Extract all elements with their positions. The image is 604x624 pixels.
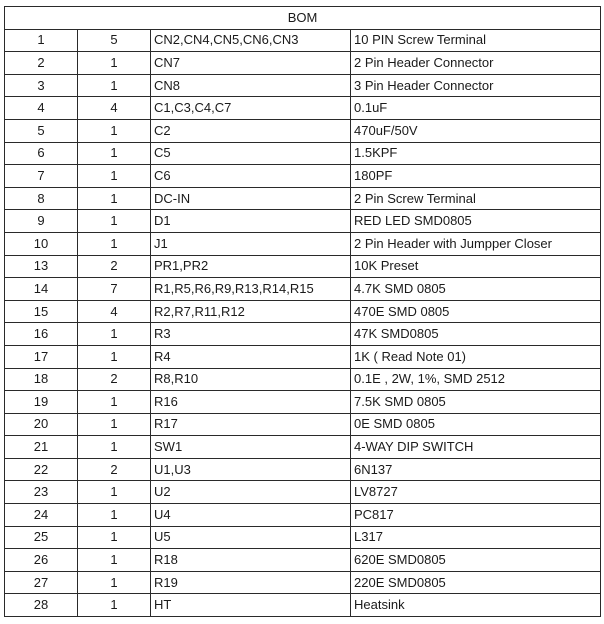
quantity-cell: 7	[78, 278, 151, 301]
description-cell: RED LED SMD0805	[351, 210, 601, 233]
item-number-cell: 20	[5, 413, 78, 436]
reference-designator-cell: R19	[151, 571, 351, 594]
item-number-cell: 23	[5, 481, 78, 504]
table-row	[5, 278, 601, 301]
item-number-cell: 9	[5, 210, 78, 233]
item-number-cell: 25	[5, 526, 78, 549]
reference-designator-cell: U1,U3	[151, 458, 351, 481]
description-cell: 1.5KPF	[351, 142, 601, 165]
item-number-cell: 28	[5, 594, 78, 617]
reference-designator-cell: R2,R7,R11,R12	[151, 300, 351, 323]
reference-designator-cell: HT	[151, 594, 351, 617]
description-cell: 3 Pin Header Connector	[351, 74, 601, 97]
bom-title-row	[5, 7, 601, 30]
item-number-cell: 10	[5, 232, 78, 255]
table-row	[5, 165, 601, 188]
description-cell: 2 Pin Header Connector	[351, 52, 601, 75]
table-row	[5, 368, 601, 391]
table-row	[5, 526, 601, 549]
item-number-cell: 14	[5, 278, 78, 301]
reference-designator-cell: R4	[151, 345, 351, 368]
quantity-cell: 1	[78, 232, 151, 255]
reference-designator-cell: R3	[151, 323, 351, 346]
quantity-cell: 1	[78, 323, 151, 346]
item-number-cell: 13	[5, 255, 78, 278]
quantity-cell: 1	[78, 526, 151, 549]
table-row	[5, 594, 601, 617]
quantity-cell: 1	[78, 74, 151, 97]
bom-document	[4, 6, 600, 617]
description-cell: LV8727	[351, 481, 601, 504]
table-row	[5, 413, 601, 436]
quantity-cell: 1	[78, 165, 151, 188]
description-cell: 620E SMD0805	[351, 549, 601, 572]
reference-designator-cell: D1	[151, 210, 351, 233]
table-row	[5, 232, 601, 255]
reference-designator-cell: PR1,PR2	[151, 255, 351, 278]
item-number-cell: 17	[5, 345, 78, 368]
item-number-cell: 16	[5, 323, 78, 346]
table-row	[5, 481, 601, 504]
item-number-cell: 26	[5, 549, 78, 572]
table-row	[5, 255, 601, 278]
item-number-cell: 4	[5, 97, 78, 120]
reference-designator-cell: R8,R10	[151, 368, 351, 391]
item-number-cell: 7	[5, 165, 78, 188]
table-row	[5, 29, 601, 52]
table-row	[5, 97, 601, 120]
bom-title: BOM	[5, 7, 601, 30]
description-cell: Heatsink	[351, 594, 601, 617]
quantity-cell: 1	[78, 210, 151, 233]
description-cell: 4.7K SMD 0805	[351, 278, 601, 301]
quantity-cell: 2	[78, 255, 151, 278]
table-row	[5, 74, 601, 97]
quantity-cell: 1	[78, 594, 151, 617]
description-cell: 2 Pin Header with Jumpper Closer	[351, 232, 601, 255]
table-row	[5, 436, 601, 459]
table-row	[5, 571, 601, 594]
table-row	[5, 210, 601, 233]
description-cell: 470uF/50V	[351, 119, 601, 142]
item-number-cell: 5	[5, 119, 78, 142]
item-number-cell: 3	[5, 74, 78, 97]
description-cell: 220E SMD0805	[351, 571, 601, 594]
description-cell: 7.5K SMD 0805	[351, 391, 601, 414]
reference-designator-cell: J1	[151, 232, 351, 255]
description-cell: PC817	[351, 504, 601, 527]
quantity-cell: 1	[78, 504, 151, 527]
description-cell: 6N137	[351, 458, 601, 481]
item-number-cell: 15	[5, 300, 78, 323]
quantity-cell: 1	[78, 119, 151, 142]
table-row	[5, 119, 601, 142]
table-row	[5, 300, 601, 323]
quantity-cell: 1	[78, 391, 151, 414]
description-cell: 470E SMD 0805	[351, 300, 601, 323]
reference-designator-cell: R1,R5,R6,R9,R13,R14,R15	[151, 278, 351, 301]
reference-designator-cell: R18	[151, 549, 351, 572]
bom-table-body	[5, 29, 601, 616]
reference-designator-cell: SW1	[151, 436, 351, 459]
item-number-cell: 18	[5, 368, 78, 391]
description-cell: 47K SMD0805	[351, 323, 601, 346]
item-number-cell: 2	[5, 52, 78, 75]
quantity-cell: 1	[78, 345, 151, 368]
quantity-cell: 1	[78, 142, 151, 165]
description-cell: 10K Preset	[351, 255, 601, 278]
reference-designator-cell: U4	[151, 504, 351, 527]
table-row	[5, 323, 601, 346]
quantity-cell: 1	[78, 52, 151, 75]
reference-designator-cell: CN8	[151, 74, 351, 97]
quantity-cell: 5	[78, 29, 151, 52]
table-row	[5, 52, 601, 75]
reference-designator-cell: C6	[151, 165, 351, 188]
description-cell: 0.1E , 2W, 1%, SMD 2512	[351, 368, 601, 391]
item-number-cell: 1	[5, 29, 78, 52]
reference-designator-cell: C1,C3,C4,C7	[151, 97, 351, 120]
description-cell: 4-WAY DIP SWITCH	[351, 436, 601, 459]
reference-designator-cell: C5	[151, 142, 351, 165]
item-number-cell: 21	[5, 436, 78, 459]
item-number-cell: 6	[5, 142, 78, 165]
description-cell: 2 Pin Screw Terminal	[351, 187, 601, 210]
quantity-cell: 1	[78, 549, 151, 572]
table-row	[5, 142, 601, 165]
table-row	[5, 187, 601, 210]
table-row	[5, 458, 601, 481]
bom-table	[4, 6, 601, 617]
quantity-cell: 4	[78, 300, 151, 323]
quantity-cell: 2	[78, 368, 151, 391]
reference-designator-cell: DC-IN	[151, 187, 351, 210]
quantity-cell: 1	[78, 571, 151, 594]
reference-designator-cell: U5	[151, 526, 351, 549]
quantity-cell: 1	[78, 413, 151, 436]
item-number-cell: 22	[5, 458, 78, 481]
description-cell: 0E SMD 0805	[351, 413, 601, 436]
description-cell: 0.1uF	[351, 97, 601, 120]
table-row	[5, 504, 601, 527]
item-number-cell: 27	[5, 571, 78, 594]
table-row	[5, 345, 601, 368]
item-number-cell: 8	[5, 187, 78, 210]
reference-designator-cell: R16	[151, 391, 351, 414]
quantity-cell: 2	[78, 458, 151, 481]
description-cell: 180PF	[351, 165, 601, 188]
item-number-cell: 24	[5, 504, 78, 527]
item-number-cell: 19	[5, 391, 78, 414]
description-cell: 1K ( Read Note 01)	[351, 345, 601, 368]
quantity-cell: 4	[78, 97, 151, 120]
reference-designator-cell: CN7	[151, 52, 351, 75]
reference-designator-cell: C2	[151, 119, 351, 142]
reference-designator-cell: CN2,CN4,CN5,CN6,CN3	[151, 29, 351, 52]
table-row	[5, 391, 601, 414]
reference-designator-cell: R17	[151, 413, 351, 436]
description-cell: L317	[351, 526, 601, 549]
quantity-cell: 1	[78, 436, 151, 459]
quantity-cell: 1	[78, 187, 151, 210]
description-cell: 10 PIN Screw Terminal	[351, 29, 601, 52]
reference-designator-cell: U2	[151, 481, 351, 504]
quantity-cell: 1	[78, 481, 151, 504]
table-row	[5, 549, 601, 572]
